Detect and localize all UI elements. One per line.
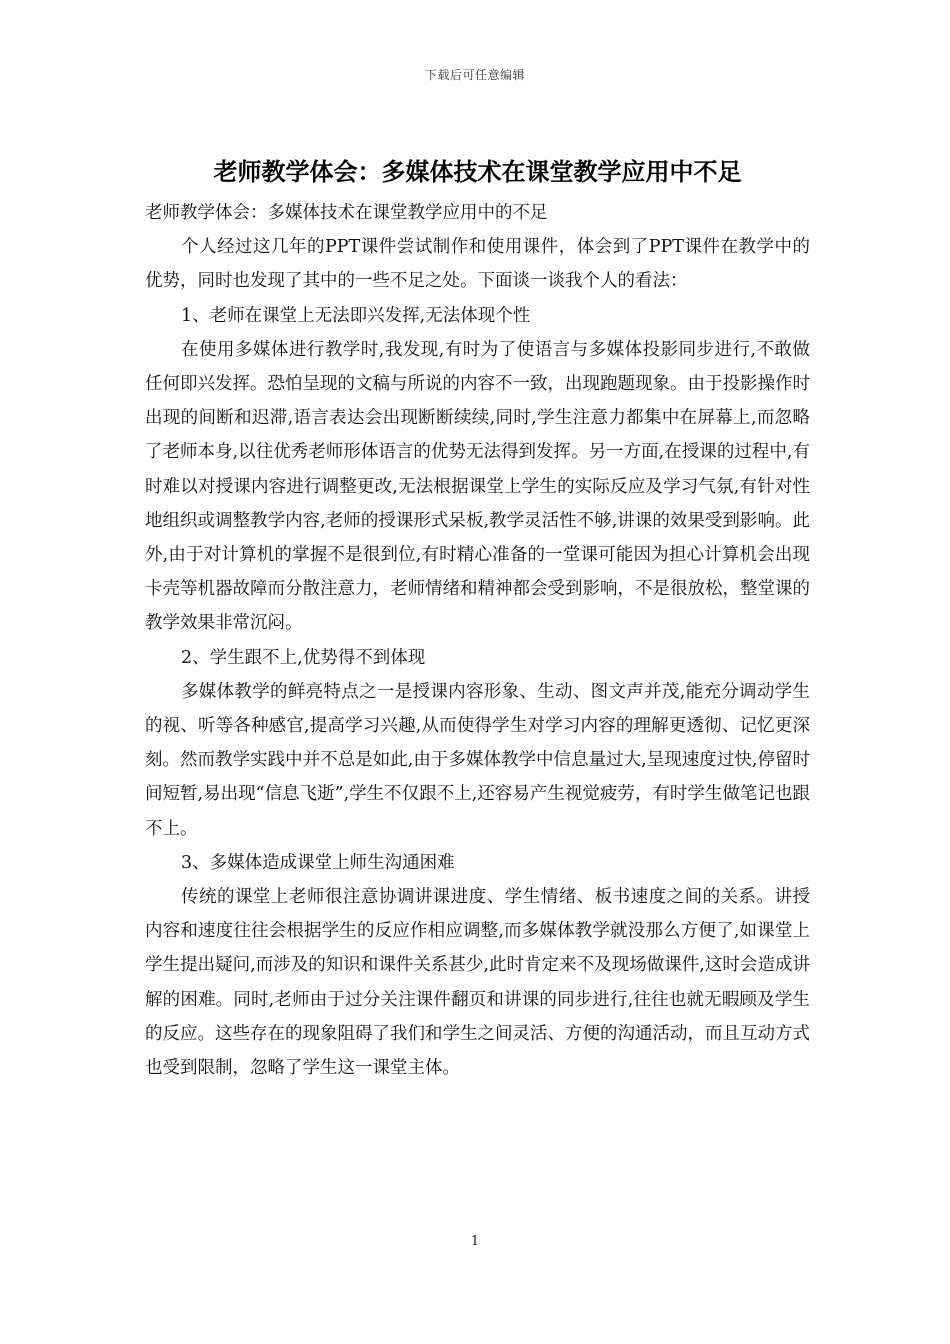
section-heading-2: 2、学生跟不上,优势得不到体现 xyxy=(181,647,426,668)
page-number: 1 xyxy=(470,1234,480,1249)
section-heading-1: 1、老师在课堂上无法即兴发挥,无法体现个性 xyxy=(181,305,531,326)
page-header: 下载后可任意编辑 xyxy=(424,68,525,82)
document-subtitle: 老师教学体会：多媒体技术在课堂教学应用中的不足 xyxy=(145,203,548,223)
intro-paragraph: 个人经过这几年的PPT课件尝试制作和使用课件，体会到了PPT课件在教学中的优势，同时也发现了其中的一些不足之处。下面谈一谈我个人的看法： xyxy=(145,237,810,292)
section-3-paragraph: 传统的课堂上老师很注意协调讲课进度、学生情绪、板书速度之间的关系。讲授内容和速度往往会根据学生的反应作相应调整,而多媒体教学就没那么方便了,如课堂上学生提出疑问,而涉及的知识和课件关系甚少,此时肯定来不及现场做课件,这时会造成讲解的困难。同时,老师由于过分关注课件翻页和讲课的同步进行,往往也就无暇顾及学生的反应。这些存在的现象阻碍了我们和学生之间灵活、方便的沟通活动，而且互动方式也受到限制，忽略了学生这一课堂主体。 xyxy=(145,887,810,1079)
section-1-paragraph: 在使用多媒体进行教学时,我发现,有时为了使语言与多媒体投影同步进行,不敢做任何即兴发挥。恐怕呈现的文稿与所说的内容不一致，出现跑题现象。由于投影操作时出现的间断和迟滞,语言表达会出现断断续续,同时,学生注意力都集中在屏幕上,而忽略了老师本身,以往优秀老师形体语言的优势无法得到发挥。另一方面,在授课的过程中,有时难以对授课内容进行调整更改,无法根据课堂上学生的实际反应及学习气氛,有针对性地组织或调整教学内容,老师的授课形式呆板,教学灵活性不够,讲课的效果受到影响。此外,由于对计算机的掌握不是很到位,有时精心准备的一堂课可能因为担心计算机会出现卡壳等机器故障而分散注意力，老师情绪和精神都会受到影响，不是很放松，整堂课的教学效果非常沉闷。 xyxy=(145,339,810,634)
section-heading-3: 3、多媒体造成课堂上师生沟通困难 xyxy=(181,852,455,873)
document-title: 老师教学体会：多媒体技术在课堂教学应用中不足 xyxy=(213,158,742,186)
document-body xyxy=(145,152,810,1085)
section-2-paragraph: 多媒体教学的鲜亮特点之一是授课内容形象、生动、图文声并茂,能充分调动学生的视、听等各种感官,提高学习兴趣,从而使得学生对学习内容的理解更透彻、记忆更深刻。然而教学实践中并不总是如此,由于多媒体教学中信息量过大,呈现速度过快,停留时间短暂,易出现“信息飞逝”,学生不仅跟不上,还容易产生视觉疲劳，有时学生做笔记也跟不上。 xyxy=(145,681,810,839)
